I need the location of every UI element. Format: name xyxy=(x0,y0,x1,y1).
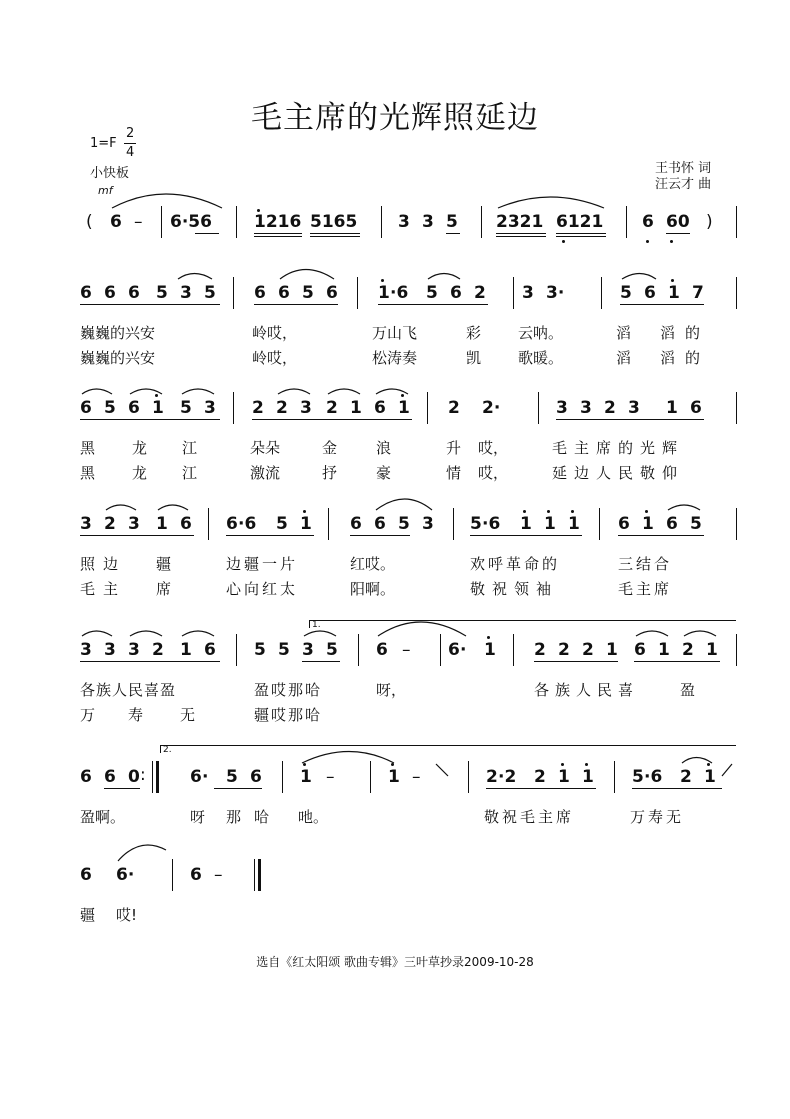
slur xyxy=(622,274,656,280)
lyric: 敬祝毛主席 xyxy=(484,808,575,826)
note: 6 xyxy=(374,398,386,418)
lyric: 巍巍的兴安 xyxy=(80,349,156,367)
slur xyxy=(158,505,188,510)
note: – xyxy=(214,865,223,885)
lyric: 盈 xyxy=(680,681,696,699)
note: 6 xyxy=(278,283,290,303)
note: 6 xyxy=(80,767,92,787)
tie-continuation xyxy=(722,764,732,776)
lyric: 歌暖。 xyxy=(518,349,564,367)
note: 1 xyxy=(558,767,570,787)
note: 0 xyxy=(128,767,140,787)
volta-label: 2. xyxy=(163,745,172,755)
lyric: 寿 xyxy=(128,706,144,724)
note: 6121 xyxy=(556,212,604,232)
note: 6·56 xyxy=(170,212,212,232)
lyric: 欢呼革命的 xyxy=(470,555,561,573)
note: 6 xyxy=(350,514,362,534)
lyricist-credit: 王书怀 词 xyxy=(655,161,712,176)
lyric: 金 xyxy=(322,439,338,457)
note: 3 xyxy=(522,283,534,303)
slur xyxy=(328,389,360,394)
note: 6 xyxy=(204,640,216,660)
slur xyxy=(428,274,460,280)
note: 6 xyxy=(644,283,656,303)
note: 6 xyxy=(374,514,386,534)
lyric: 黑 xyxy=(80,439,96,457)
note: 5 xyxy=(302,283,314,303)
lyric: 江 xyxy=(182,439,198,457)
lyric: 黑 xyxy=(80,464,96,482)
note: 2 xyxy=(276,398,288,418)
slur xyxy=(182,389,214,394)
note: 6 xyxy=(642,212,654,232)
note: 6 xyxy=(80,283,92,303)
note: 1216 xyxy=(254,212,302,232)
note: 3 xyxy=(80,640,92,660)
note: 5 xyxy=(226,767,238,787)
note: 2 xyxy=(582,640,594,660)
note: 3 xyxy=(104,640,116,660)
lyric: 呀， xyxy=(376,681,407,699)
note: 5 xyxy=(690,514,702,534)
note: 6 xyxy=(690,398,702,418)
lyric: 万 xyxy=(80,706,96,724)
lyric: 边疆一片 xyxy=(226,555,299,573)
page-title: 毛主席的光辉照延边 xyxy=(251,100,539,136)
note: 1 xyxy=(544,514,556,534)
note: ( xyxy=(86,212,93,232)
note: 1 xyxy=(300,767,312,787)
note: 6 xyxy=(250,767,262,787)
note: 5165 xyxy=(310,212,358,232)
lyric: 呀 xyxy=(190,808,206,826)
source-credit: 选自《红太阳颂 歌曲专辑》三叶草抄录2009-10-28 xyxy=(256,955,534,969)
note: 1 xyxy=(642,514,654,534)
note: 6 xyxy=(80,398,92,418)
lyric: 浪 xyxy=(376,439,392,457)
note: 6 xyxy=(376,640,388,660)
lyric: 岭哎， xyxy=(252,324,298,342)
note: 1 xyxy=(668,283,680,303)
note: 2321 xyxy=(496,212,544,232)
note: · xyxy=(202,767,209,787)
lyric: 岭哎， xyxy=(252,349,298,367)
note: 6 xyxy=(448,640,460,660)
lyric: 龙 xyxy=(132,439,148,457)
lyric: 延边人民敬仰 xyxy=(552,464,685,482)
note: ) xyxy=(706,212,713,232)
note: 6 xyxy=(450,283,462,303)
note: – xyxy=(412,767,421,787)
note: 1 xyxy=(704,767,716,787)
note: 1 xyxy=(180,640,192,660)
lyric: 疆 xyxy=(80,906,96,924)
note: 1 xyxy=(350,398,362,418)
lyric: 各族人民喜盈 xyxy=(80,681,177,699)
lyric: 朵朵 xyxy=(250,439,281,457)
note: 5 xyxy=(254,640,266,660)
note: 6 xyxy=(128,283,140,303)
slur xyxy=(118,845,166,861)
note: 6 xyxy=(104,283,116,303)
slur xyxy=(130,389,162,394)
note: 6 xyxy=(80,865,92,885)
slur xyxy=(112,194,222,208)
note: 6 xyxy=(254,283,266,303)
note: 1 xyxy=(398,398,410,418)
repeat-sign: : xyxy=(140,765,146,785)
lyric: 吔。 xyxy=(298,808,329,826)
note: 3 xyxy=(180,283,192,303)
note: 5 xyxy=(398,514,410,534)
lyric: 阳啊。 xyxy=(350,580,396,598)
note: 3 xyxy=(628,398,640,418)
lyric: 滔的 xyxy=(660,349,711,367)
note: 1 xyxy=(378,283,390,303)
lyric: 疆哎那哈 xyxy=(254,706,323,724)
key-signature: 1=F xyxy=(90,136,117,151)
note: 3 xyxy=(128,640,140,660)
note: 6 xyxy=(326,283,338,303)
lyric: 敬祝领袖 xyxy=(470,580,559,598)
note: 1 xyxy=(658,640,670,660)
time-signature-top: 2 xyxy=(126,126,135,141)
slur xyxy=(280,270,334,280)
note: 2 xyxy=(448,398,460,418)
note: 2 xyxy=(104,514,116,534)
lyric: 滔 xyxy=(616,349,632,367)
lyric: 彩 xyxy=(466,324,482,342)
lyric: 心向红太 xyxy=(226,580,299,598)
note: · xyxy=(460,640,467,660)
lyric: 哈 xyxy=(254,808,270,826)
note: 2 xyxy=(486,767,498,787)
note: 3 xyxy=(422,212,434,232)
lyric: 云呐。 xyxy=(518,324,564,342)
composer-credit: 汪云才 曲 xyxy=(655,177,712,192)
slur xyxy=(636,631,668,636)
note: 3 xyxy=(80,514,92,534)
slur xyxy=(82,631,112,636)
note: 3 xyxy=(128,514,140,534)
note: ·6 xyxy=(390,283,409,303)
note: 5 xyxy=(180,398,192,418)
lyric: 哎， xyxy=(478,439,509,457)
note: 3 xyxy=(398,212,410,232)
lyric: 情 xyxy=(446,464,462,482)
note: 1 xyxy=(606,640,618,660)
note: 6 xyxy=(618,514,630,534)
note: 2 xyxy=(474,283,486,303)
note: 3 xyxy=(422,514,434,534)
note: 5 xyxy=(204,283,216,303)
note: 6 xyxy=(110,212,122,232)
lyric: 哎! xyxy=(116,906,138,924)
lyric: 那 xyxy=(226,808,242,826)
note: 5 xyxy=(326,640,338,660)
note: 2 xyxy=(534,767,546,787)
lyric: 哎， xyxy=(478,464,509,482)
note: 6 xyxy=(104,767,116,787)
slur xyxy=(376,499,432,510)
slur xyxy=(668,505,700,510)
slur xyxy=(498,197,604,208)
lyric: 毛主 xyxy=(80,580,127,598)
slur xyxy=(106,505,136,510)
lyric: 松涛奏 xyxy=(372,349,418,367)
slur xyxy=(684,631,716,636)
note: 2 xyxy=(326,398,338,418)
lyric: 照边 xyxy=(80,555,127,573)
note: 2 xyxy=(682,640,694,660)
note: 5 xyxy=(276,514,288,534)
note: 2 xyxy=(252,398,264,418)
slur xyxy=(378,622,466,636)
slur xyxy=(130,631,162,636)
note: 3 xyxy=(302,640,314,660)
lyric: 疆 xyxy=(156,555,172,573)
note: – xyxy=(326,767,335,787)
note: 1 xyxy=(582,767,594,787)
note: 2· xyxy=(482,398,501,418)
lyric: 巍巍的兴安 xyxy=(80,324,156,342)
time-signature-bottom: 4 xyxy=(126,145,135,160)
lyric: 红哎。 xyxy=(350,555,396,573)
lyric: 江 xyxy=(182,464,198,482)
note: ·6 xyxy=(482,514,501,534)
note: 6 xyxy=(666,514,678,534)
note: 5 xyxy=(104,398,116,418)
slur xyxy=(376,389,408,394)
lyric: 激流 xyxy=(250,464,281,482)
note: 5 xyxy=(278,640,290,660)
note: 2 xyxy=(680,767,692,787)
note: 1 xyxy=(568,514,580,534)
note: 3· xyxy=(546,283,565,303)
tempo-marking: 小快板 xyxy=(90,166,130,181)
slur xyxy=(178,274,212,280)
note: – xyxy=(134,212,143,232)
slur xyxy=(302,752,394,764)
note: ·6 xyxy=(238,514,257,534)
note: 2 xyxy=(558,640,570,660)
note: 5 xyxy=(446,212,458,232)
note: 2 xyxy=(604,398,616,418)
lyric: 各族人民喜 xyxy=(534,681,640,699)
note: 5 xyxy=(426,283,438,303)
note: 1 xyxy=(156,514,168,534)
volta-label: 1. xyxy=(312,620,321,630)
lyric: 盈啊。 xyxy=(80,808,126,826)
note: 1 xyxy=(388,767,400,787)
slur xyxy=(278,389,310,394)
note: 6 xyxy=(190,865,202,885)
note: 3 xyxy=(204,398,216,418)
note: 1 xyxy=(706,640,718,660)
note: – xyxy=(402,640,411,660)
note: 1 xyxy=(666,398,678,418)
note: 60 xyxy=(666,212,690,232)
note: 6 xyxy=(634,640,646,660)
dynamic-marking: mf xyxy=(98,184,113,197)
lyric: 无 xyxy=(180,706,196,724)
note: 3 xyxy=(580,398,592,418)
lyric: 万山飞 xyxy=(372,324,418,342)
note: 6 xyxy=(180,514,192,534)
tie-continuation xyxy=(436,764,448,776)
note: 7 xyxy=(692,283,704,303)
note: 1 xyxy=(152,398,164,418)
lyric: 三结合 xyxy=(618,555,673,573)
lyric: 龙 xyxy=(132,464,148,482)
note: 6 xyxy=(190,767,202,787)
slur xyxy=(182,631,214,636)
note: 3 xyxy=(300,398,312,418)
note: 1 xyxy=(300,514,312,534)
slur xyxy=(682,758,712,764)
note: 5 xyxy=(156,283,168,303)
lyric: 滔 xyxy=(616,324,632,342)
lyric: 升 xyxy=(446,439,462,457)
note: 5 xyxy=(632,767,644,787)
lyric: 毛主席 xyxy=(618,580,673,598)
note: 5 xyxy=(470,514,482,534)
slur xyxy=(304,631,336,636)
note: 1 xyxy=(520,514,532,534)
note: 6 xyxy=(226,514,238,534)
note: ·6 xyxy=(644,767,663,787)
lyric: 豪 xyxy=(376,464,392,482)
slur xyxy=(82,389,112,394)
note: 5 xyxy=(620,283,632,303)
lyric: 盈哎那哈 xyxy=(254,681,323,699)
lyric: 凯 xyxy=(466,349,482,367)
note: 6 xyxy=(128,398,140,418)
note: 1 xyxy=(484,640,496,660)
note: ·2 xyxy=(498,767,517,787)
lyric: 席 xyxy=(156,580,172,598)
lyric: 万寿无 xyxy=(630,808,685,826)
note: 3 xyxy=(556,398,568,418)
lyric: 滔的 xyxy=(660,324,711,342)
note: 2 xyxy=(534,640,546,660)
note: 2 xyxy=(152,640,164,660)
lyric: 抒 xyxy=(322,464,338,482)
note: 6· xyxy=(116,865,135,885)
lyric: 毛主席的光辉 xyxy=(552,439,685,457)
